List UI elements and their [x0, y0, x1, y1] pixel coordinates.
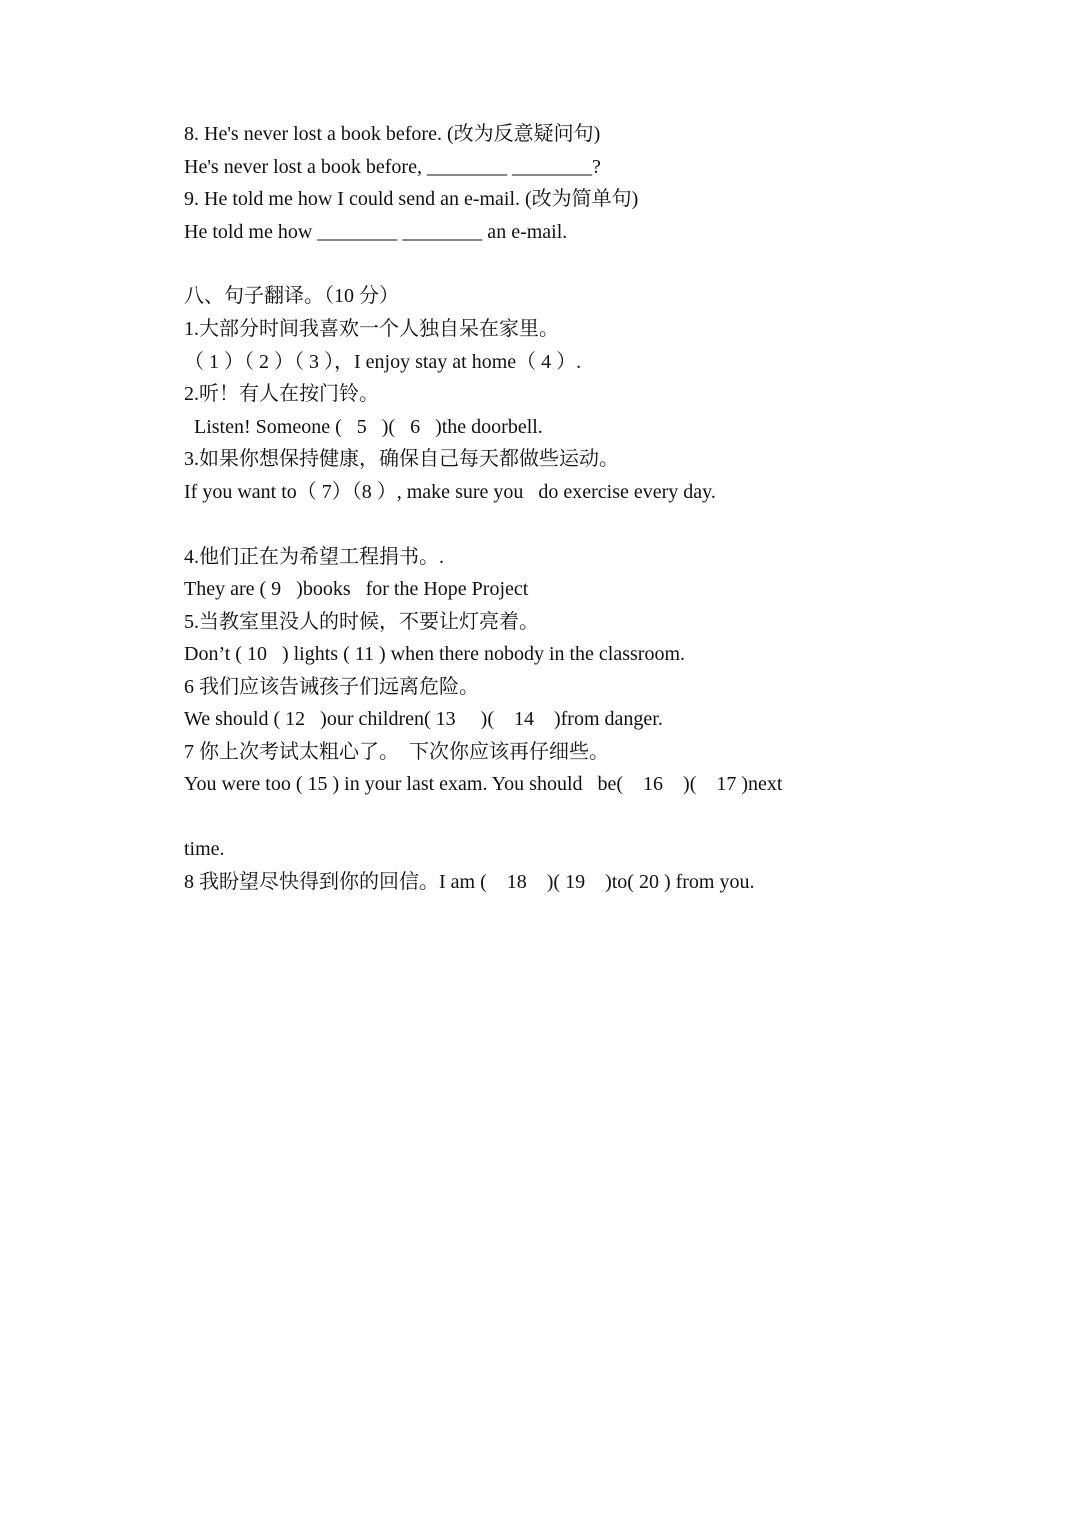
translation-4-answer: They are ( 9 )books for the Hope Project [184, 578, 529, 600]
translation-5-prompt: 5.当教室里没人的时候，不要让灯亮着。 [184, 611, 539, 633]
translation-6-prompt: 6 我们应该告诫孩子们远离危险。 [184, 676, 479, 698]
translation-6-answer: We should ( 12 )our children( 13 )( 14 )from danger. [184, 708, 663, 730]
translation-3-prompt: 3.如果你想保持健康，确保自己每天都做些运动。 [184, 448, 619, 470]
section-8-heading: 八、句子翻译。（10 分） [184, 285, 399, 307]
translation-2-answer: Listen! Someone ( 5 )( 6 )the doorbell. [184, 416, 543, 438]
translation-7-prompt: 7 你上次考试太粗心了。 下次你应该再仔细些。 [184, 741, 609, 763]
translation-4-prompt: 4.他们正在为希望工程捐书。. [184, 546, 444, 568]
translation-5-answer: Don’t ( 10 ) lights ( 11 ) when there nobody in the classroom. [184, 643, 686, 665]
translation-1-answer: （ 1 ）（ 2 ）（ 3 ），I enjoy stay at home（ 4 ）. [184, 351, 582, 373]
question-9-text: 9. He told me how I could send an e-mail. (改为简单句) [184, 188, 639, 210]
translation-7-answer: You were too ( 15 ) in your last exam. You should be( 16 )( 17 )next [184, 773, 783, 795]
translation-7-answer-continued: time. [184, 838, 225, 860]
question-9-answer: He told me how ________ ________ an e-mail. [184, 221, 568, 243]
translation-8-line: 8 我盼望尽快得到你的回信。I am ( 18 )( 19 )to( 20 ) from you. [184, 871, 755, 893]
question-8-text: 8. He's never lost a book before. (改为反意疑问句) [184, 123, 601, 145]
translation-3-answer: If you want to（ 7）（8 ）, make sure you do exercise every day. [184, 481, 716, 503]
translation-1-prompt: 1.大部分时间我喜欢一个人独自呆在家里。 [184, 318, 559, 340]
translation-2-prompt: 2.听！有人在按门铃。 [184, 383, 379, 405]
question-8-answer: He's never lost a book before, ________ ________? [184, 156, 601, 178]
